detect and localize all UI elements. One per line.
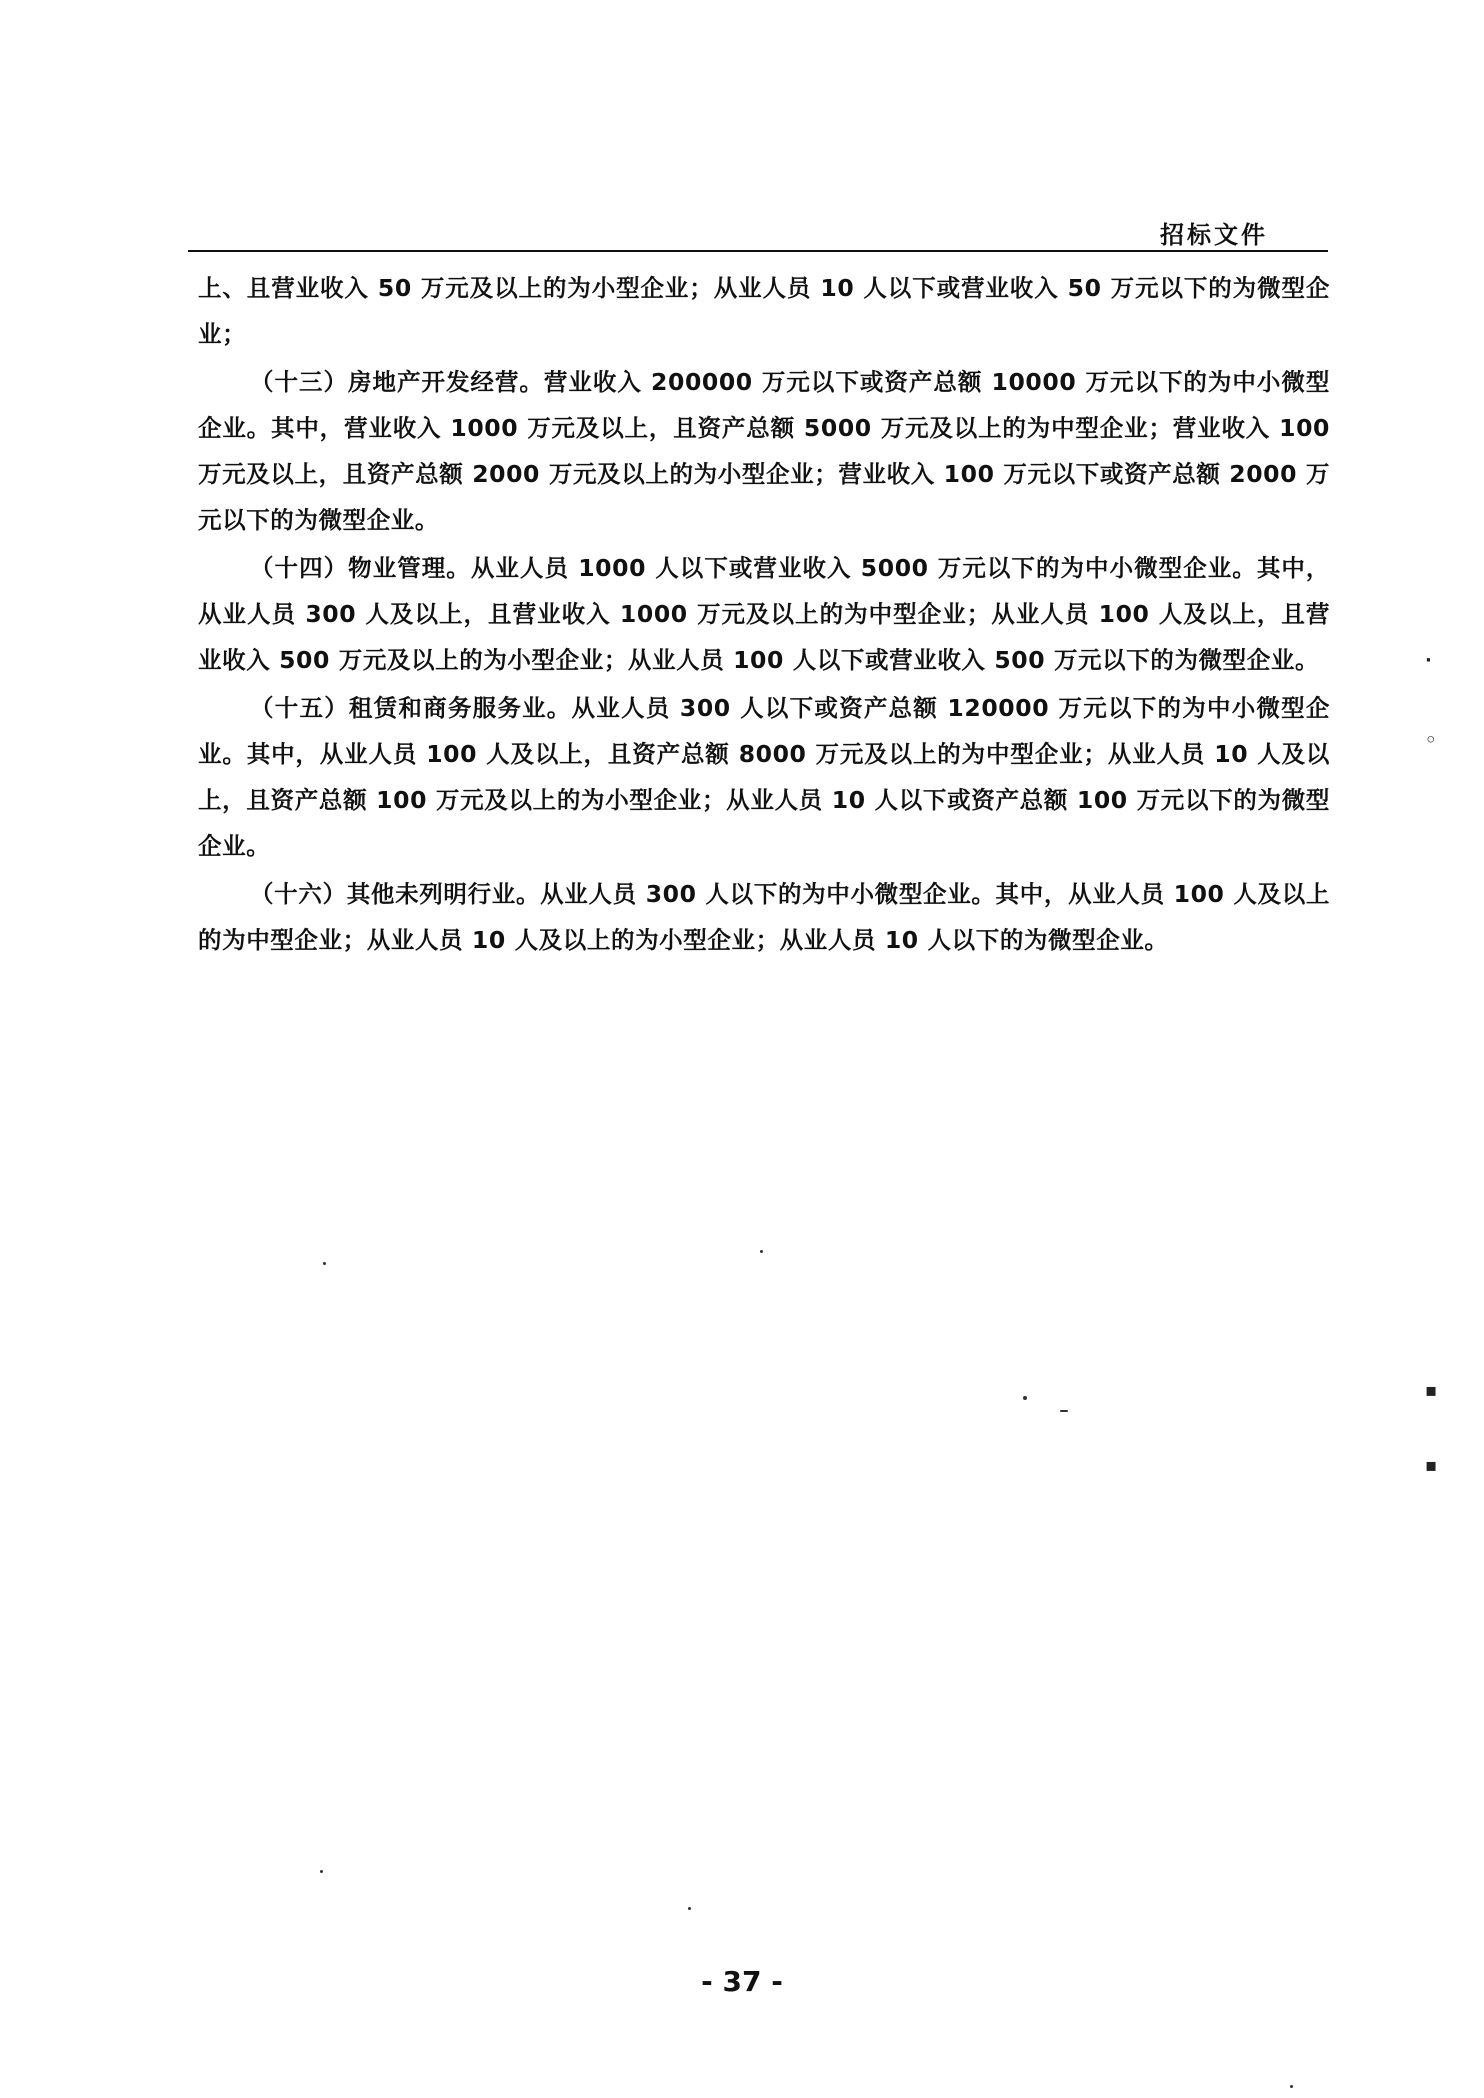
edge-scan-mark: ▪ — [1425, 1380, 1438, 1401]
edge-scan-mark: ◦ — [1425, 730, 1437, 751]
paragraph-real-estate: （十三）房地产开发经营。营业收入 200000 万元以下或资产总额 10000 万元以下的为中小微型企业。其中，营业收入 1000 万元及以上，且资产总额 5000 万元及以上的为中型企业；营业收入 100 万元及以上，且资产总额 2000 万元及以上的为小型企业；营业收入 100 万元以下或资产总额 2000 万元以下的为微型企业。 — [198, 368, 1330, 534]
paragraph-continuation: 上、且营业收入 50 万元及以上的为小型企业；从业人员 10 人以下或营业收入 50 万元以下的为微型企业； — [198, 274, 1330, 348]
scan-speck — [1060, 1410, 1068, 1412]
body-text — [198, 265, 1330, 965]
edge-scan-mark: · — [1425, 650, 1432, 671]
scan-speck — [1290, 2085, 1293, 2088]
header-divider — [188, 250, 1328, 252]
scan-speck — [320, 1870, 323, 1873]
scan-speck — [1023, 1396, 1027, 1400]
header-title: 招标文件 — [1160, 221, 1268, 249]
scan-speck — [760, 1250, 763, 1253]
page-number: - 37 - — [701, 1965, 783, 1998]
paragraph-property-management: （十四）物业管理。从业人员 1000 人以下或营业收入 5000 万元以下的为中小微型企业。其中，从业人员 300 人及以上，且营业收入 1000 万元及以上的为中型企业；从业人员 100 人及以上，且营业收入 500 万元及以上的为小型企业；从业人员 100 人以下或营业收入 500 万元以下的为微型企业。 — [198, 554, 1330, 674]
paragraph-other-industries: （十六）其他未列明行业。从业人员 300 人以下的为中小微型企业。其中，从业人员 100 人及以上的为中型企业；从业人员 10 人及以上的为小型企业；从业人员 10 人以下的为微型企业。 — [198, 880, 1330, 954]
scan-speck — [323, 1262, 326, 1265]
paragraph-leasing-business-services: （十五）租赁和商务服务业。从业人员 300 人以下或资产总额 120000 万元以下的为中小微型企业。其中，从业人员 100 人及以上，且资产总额 8000 万元及以上的为中型企业；从业人员 10 人及以上，且资产总额 100 万元及以上的为小型企业；从业人员 10 人以下或资产总额 100 万元以下的为微型企业。 — [198, 694, 1330, 860]
scan-speck — [688, 1907, 691, 1910]
edge-scan-mark: ▪ — [1425, 1455, 1438, 1476]
